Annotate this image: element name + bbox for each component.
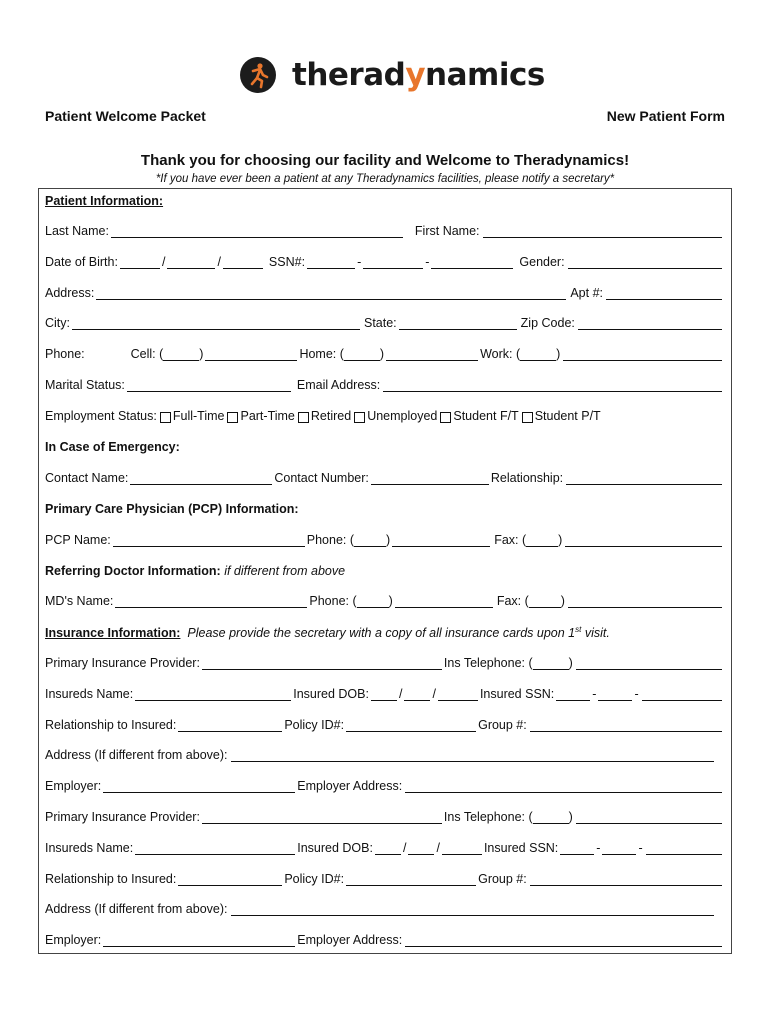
ins-phone-area-field[interactable] — [533, 658, 569, 670]
insured-dob-day-field-2[interactable] — [408, 843, 434, 855]
name-row: Last Name: First Name: — [45, 224, 725, 238]
state-field[interactable] — [399, 318, 517, 330]
emergency-name-field[interactable] — [130, 473, 272, 485]
email-field[interactable] — [383, 380, 722, 392]
unemployed-checkbox[interactable] — [354, 412, 365, 423]
insurance-address-row-2: Address (If different from above): — [45, 902, 717, 916]
md-fax-area-field[interactable] — [529, 596, 561, 608]
part-time-checkbox[interactable] — [227, 412, 238, 423]
address-row: Address: Apt #: — [45, 286, 725, 300]
phone-row: Phone: Cell: ( ) Home: ( ) Work: ( ) — [45, 347, 725, 361]
pcp-fax-field[interactable] — [565, 535, 722, 547]
insurance-address-row: Address (If different from above): — [45, 748, 717, 762]
cell-area-field[interactable] — [163, 349, 199, 361]
insurance-provider-row-2: Primary Insurance Provider: Ins Telephone: ( ) — [45, 810, 725, 824]
cell-number-field[interactable] — [205, 349, 297, 361]
insured-name-field-2[interactable] — [135, 843, 295, 855]
insured-ssn-2-field-2[interactable] — [602, 843, 636, 855]
insurance-provider-field[interactable] — [202, 658, 442, 670]
emergency-relationship-field[interactable] — [566, 473, 722, 485]
policy-id-field[interactable] — [346, 720, 476, 732]
group-field[interactable] — [530, 720, 722, 732]
full-time-checkbox[interactable] — [160, 412, 171, 423]
dob-row: Date of Birth: / / SSN#: - - Gender: — [45, 255, 725, 269]
insurance-provider-row: Primary Insurance Provider: Ins Telephone: ( ) — [45, 656, 725, 670]
insurance-address-field[interactable] — [231, 750, 715, 762]
zip-field[interactable] — [578, 318, 722, 330]
home-number-field[interactable] — [386, 349, 478, 361]
insured-dob-year-field-2[interactable] — [442, 843, 482, 855]
city-field[interactable] — [72, 318, 360, 330]
insured-dob-month-field-2[interactable] — [375, 843, 401, 855]
policy-row-2: Relationship to Insured: Policy ID#: Group #: — [45, 872, 725, 886]
insured-ssn-1-field[interactable] — [556, 689, 590, 701]
work-area-field[interactable] — [520, 349, 556, 361]
address-field[interactable] — [96, 288, 566, 300]
insurance-provider-field-2[interactable] — [202, 812, 442, 824]
insured-relationship-field[interactable] — [178, 720, 282, 732]
patient-section-heading: Patient Information: — [45, 194, 164, 208]
employer-address-field-2[interactable] — [405, 935, 722, 947]
policy-id-field-2[interactable] — [346, 874, 476, 886]
notice-text: *If you have ever been a patient at any Theradynamics facilities, please notify a secretary* — [155, 173, 615, 185]
retired-checkbox[interactable] — [298, 412, 309, 423]
insurance-address-field-2[interactable] — [231, 904, 715, 916]
group-field-2[interactable] — [530, 874, 722, 886]
md-phone-area-field[interactable] — [357, 596, 389, 608]
md-phone-field[interactable] — [395, 596, 493, 608]
md-fax-field[interactable] — [568, 596, 722, 608]
ssn-part2-field[interactable] — [363, 257, 423, 269]
emergency-section-heading: In Case of Emergency: — [45, 440, 180, 454]
insured-row-2: Insureds Name: Insured DOB: / / Insured SSN: - - — [45, 841, 725, 855]
student-pt-checkbox[interactable] — [522, 412, 533, 423]
gender-field[interactable] — [568, 257, 722, 269]
ssn-part3-field[interactable] — [431, 257, 513, 269]
employer-field-2[interactable] — [103, 935, 295, 947]
ins-phone-field[interactable] — [576, 658, 722, 670]
pcp-phone-area-field[interactable] — [354, 535, 386, 547]
home-area-field[interactable] — [344, 349, 380, 361]
dob-month-field[interactable] — [120, 257, 160, 269]
city-row: City: State: Zip Code: — [45, 316, 725, 330]
work-number-field[interactable] — [563, 349, 722, 361]
emergency-row: Contact Name: Contact Number: Relationship: — [45, 471, 725, 485]
ssn-part1-field[interactable] — [307, 257, 355, 269]
insurance-section-heading: Insurance Information: Please provide the secretary with a copy of all insurance cards upon 1st visit. — [45, 625, 610, 641]
insured-ssn-3-field[interactable] — [642, 689, 722, 701]
brand-name: theradynamics — [292, 57, 545, 93]
first-name-field[interactable] — [483, 226, 722, 238]
pcp-name-field[interactable] — [113, 535, 305, 547]
marital-row: Marital Status: Email Address: — [45, 378, 725, 392]
employer-row-2: Employer: Employer Address: — [45, 933, 725, 947]
employment-row: Employment Status: Full-Time Part-Time Retired Unemployed Student F/T Student P/T — [45, 409, 601, 423]
runner-logo-icon — [240, 57, 276, 93]
insured-dob-year-field[interactable] — [438, 689, 478, 701]
ins-phone-area-field-2[interactable] — [533, 812, 569, 824]
referring-row: MD's Name: Phone: ( ) Fax: ( ) — [45, 594, 725, 608]
pcp-fax-area-field[interactable] — [526, 535, 558, 547]
ins-phone-field-2[interactable] — [576, 812, 722, 824]
insured-dob-month-field[interactable] — [371, 689, 397, 701]
employer-field[interactable] — [103, 781, 295, 793]
last-name-field[interactable] — [111, 226, 403, 238]
insured-relationship-field-2[interactable] — [178, 874, 282, 886]
pcp-row: PCP Name: Phone: ( ) Fax: ( ) — [45, 533, 725, 547]
dob-day-field[interactable] — [167, 257, 215, 269]
insured-name-field[interactable] — [135, 689, 291, 701]
employer-address-field[interactable] — [405, 781, 722, 793]
form-title: New Patient Form — [606, 108, 725, 124]
employer-row: Employer: Employer Address: — [45, 779, 725, 793]
pcp-phone-field[interactable] — [392, 535, 490, 547]
policy-row: Relationship to Insured: Policy ID#: Group #: — [45, 718, 725, 732]
insured-ssn-1-field-2[interactable] — [560, 843, 594, 855]
referring-section-heading: Referring Doctor Information: if different from above — [45, 564, 346, 578]
welcome-heading: Thank you for choosing our facility and Welcome to Theradynamics! — [140, 152, 630, 169]
insured-dob-day-field[interactable] — [404, 689, 430, 701]
emergency-number-field[interactable] — [371, 473, 489, 485]
apt-field[interactable] — [606, 288, 722, 300]
brand-logo — [240, 56, 545, 94]
md-name-field[interactable] — [115, 596, 307, 608]
marital-status-field[interactable] — [127, 380, 291, 392]
pcp-section-heading: Primary Care Physician (PCP) Information: — [45, 502, 299, 516]
insured-ssn-3-field-2[interactable] — [646, 843, 722, 855]
insured-ssn-2-field[interactable] — [598, 689, 632, 701]
dob-year-field[interactable] — [223, 257, 263, 269]
insured-row: Insureds Name: Insured DOB: / / Insured SSN: - - — [45, 687, 725, 701]
packet-title: Patient Welcome Packet — [45, 108, 206, 124]
student-ft-checkbox[interactable] — [440, 412, 451, 423]
